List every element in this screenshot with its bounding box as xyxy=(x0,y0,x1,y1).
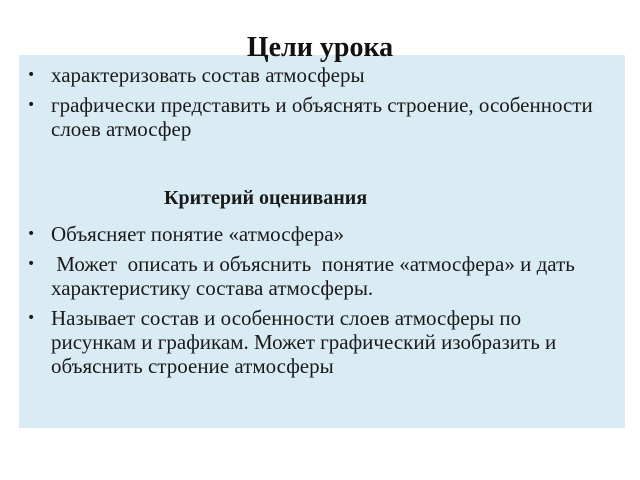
list-item xyxy=(19,306,611,378)
criteria-list xyxy=(19,222,611,378)
list-item xyxy=(19,222,611,246)
bullet-icon: • xyxy=(27,67,36,83)
criteria-heading: Критерий оценивания xyxy=(164,187,368,209)
list-item xyxy=(19,93,611,141)
goal-text: характеризовать состав атмосферы xyxy=(51,63,365,87)
bullet-icon: • xyxy=(27,226,36,242)
list-item xyxy=(19,252,611,300)
goal-text: графически представить и объяснять строение, особенности слоев атмосфер xyxy=(51,93,593,141)
criterion-text: Называет состав и особенности слоев атмосферы по рисункам и графикам. Может графический изобразить и объяснить строение атмосферы xyxy=(51,306,557,378)
content-box xyxy=(19,55,625,428)
bullet-icon: • xyxy=(27,310,36,326)
bullet-icon: • xyxy=(27,256,36,272)
page-title: Цели урока xyxy=(246,32,394,63)
goals-list xyxy=(19,63,611,141)
bullet-icon: • xyxy=(27,97,36,113)
criterion-text: Может описать и объяснить понятие «атмосфера» и дать характеристику состава атмосферы. xyxy=(51,252,581,300)
criterion-text: Объясняет понятие «атмосфера» xyxy=(51,222,345,246)
